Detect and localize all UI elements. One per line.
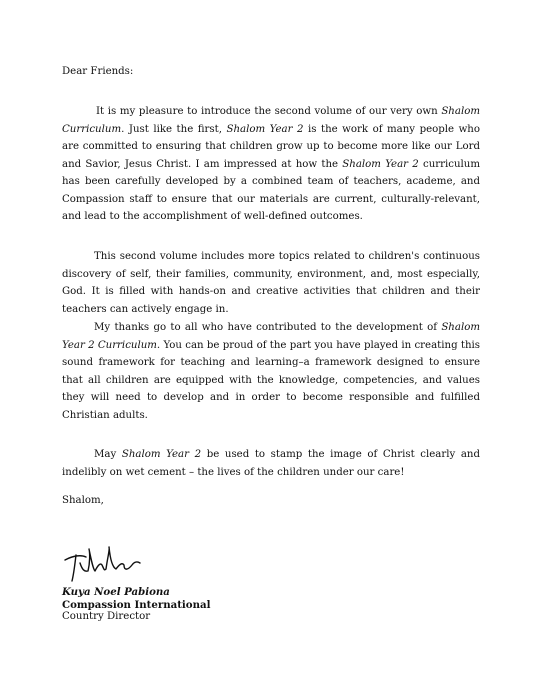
paragraph-thanks	[62, 319, 480, 424]
salutation: Dear Friends:	[62, 66, 134, 77]
p1-text-b: Just like the first,	[124, 123, 227, 135]
paragraph-second-volume: This second volume includes more topics related to children's continuous discovery of self, their families, community, environment, and, most especially, God. It is filled with hands-on and creative activities that children and their teachers can actively engage in.	[62, 251, 480, 315]
p4-text-a: May	[94, 449, 122, 460]
p1-italic-1: Shalom Curriculum.	[62, 106, 480, 135]
p1-text-d: curriculum has been carefully developed by a combined team of teachers, academe, and Compassion staff to ensure that our materials are current, culturally-relevant, and lead to the accomplishment of well-defined outcomes.	[62, 158, 481, 222]
handwritten-signature	[62, 545, 142, 585]
paragraph-intro	[62, 103, 480, 226]
signer-title: Country Director	[62, 611, 151, 622]
p1-italic-3: Shalom Year 2	[342, 158, 419, 170]
p3-text-b: You can be proud of the part you have played in creating this sound framework for teaching and learning–a framework designed to ensure that all children are equipped with the knowledge, competencies, and values they will need to develop and in order to become responsible and fulfilled Christian adults.	[62, 339, 480, 421]
signer-name: Kuya Noel Pabiona	[62, 586, 170, 598]
p3-text-a: My thanks go to all who have contributed to the development of	[94, 322, 442, 333]
p1-text-a: It is my pleasure to introduce the second volume of our very own	[96, 106, 442, 117]
p1-text-c: is the work of many people who are committed to ensuring that children grow up to become more like our Lord and Savior, Jesus Christ. I am impressed at how the	[62, 123, 480, 170]
p3-italic-1: Shalom Year 2 Curriculum.	[62, 322, 480, 351]
paragraph-blessing	[62, 446, 480, 481]
signature-block	[62, 586, 210, 624]
p4-italic-1: Shalom Year 2	[121, 449, 202, 460]
closing: Shalom,	[62, 495, 104, 506]
signer-organization: Compassion International	[62, 598, 211, 611]
p4-text-b: be used to stamp the image of Christ clearly and indelibly on wet cement – the lives of the children under our care!	[62, 449, 481, 478]
p1-italic-2: Shalom Year 2	[226, 123, 304, 135]
